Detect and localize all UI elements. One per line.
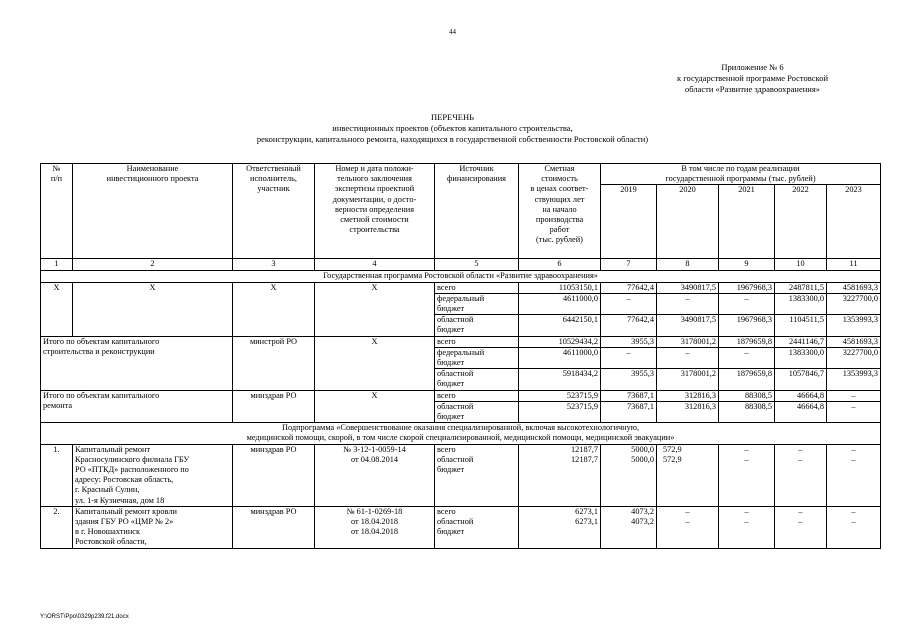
appendix-line-3: области «Развитие здравоохранения» [684,84,821,94]
cell-value: 46664,8 [775,390,827,401]
cell-value: 73687,1 [601,401,657,422]
construction-total-label: Итого по объектам капитального строительства и реконструкции [41,336,233,390]
item-project-name: Капитальный ремонт Красносулинского филиала ГБУ РО «ПТКД» расположенного по адресу: Ростовская область, г. Красный Сулин, ул. 1-я Кузнечная, дом 18 [73,444,233,506]
cell-value: 1967968,3 [719,315,775,336]
cell-value: 3490817,5 [657,315,719,336]
header-year: 2020 [657,185,719,259]
cell-value: 1967968,3 [719,282,775,293]
column-number: 10 [775,259,827,271]
item-number: 1. [41,444,73,506]
total-col4: X [315,282,435,336]
repair-total-label: Итого по объектам капитального ремонта [41,390,233,423]
document-subtitle-2: реконструкции, капитального ремонта, находящихся в государственной собственности Ростовской области) [256,134,649,144]
funding-source: областной бюджет [435,401,519,422]
document-subtitle-1: инвестиционных проектов (объектов капитального строительства, [332,123,573,133]
cell-value: 3227700,0 [827,293,881,314]
column-number: 11 [827,259,881,271]
cell-value: 4611000,0 [519,293,601,314]
cell-value: 73687,1 [601,390,657,401]
construction-executor: минстрой РО [233,336,315,390]
table-header-row [41,164,881,185]
table-row [41,282,881,293]
cell-value: 88308,5 [719,390,775,401]
item-expertise: № 3-12-1-0059-14 от 04.08.2014 [315,444,435,506]
funding-source: всего областной бюджет [435,444,519,506]
item-expertise: № 61-1-0269-18 от 18.04.2018 от 18.04.2018 [315,506,435,548]
header-year: 2019 [601,185,657,259]
column-number: 2 [73,259,233,271]
header-year: 2022 [775,185,827,259]
cell-value: 312816,3 [657,401,719,422]
cell-value: – [601,293,657,314]
header-project-name: Наименование инвестиционного проекта [73,164,233,259]
cell-value: 11053150,1 [519,282,601,293]
column-number: 3 [233,259,315,271]
section-title: Государственная программа Ростовской области «Развитие здравоохранения» [41,271,881,282]
cell-value: 4581693,3 [827,336,881,347]
repair-col4: X [315,390,435,423]
investment-projects-table [40,163,881,549]
cell-value: 5000,0 5000,0 [601,444,657,506]
appendix-line-2: к государственной программе Ростовской [676,73,828,83]
cell-value: 10529434,2 [519,336,601,347]
cell-value: 1353993,3 [827,315,881,336]
column-number: 7 [601,259,657,271]
cell-value: 77642,4 [601,282,657,293]
cell-value: 1353993,3 [827,369,881,390]
section-title-row [41,271,881,282]
total-col2: X [73,282,233,336]
column-number: 8 [657,259,719,271]
item-project-name: Капитальный ремонт кровли здания ГБУ РО «ЦМР № 2» в г. Новошахтинск Ростовской области, [73,506,233,548]
file-path-footer: Y:\ORST\Ppo\0329p239.f21.docx [40,614,129,620]
cell-value: 1057846,7 [775,369,827,390]
cell-value: 3955,3 [601,336,657,347]
repair-executor: минздрав РО [233,390,315,423]
cell-value: – – [775,506,827,548]
cell-value: 1383300,0 [775,293,827,314]
cell-value: – – [657,506,719,548]
cell-value: 312816,3 [657,390,719,401]
cell-value: – [601,347,657,368]
cell-value: 3178001,2 [657,336,719,347]
item-executor: минздрав РО [233,506,315,548]
funding-source: областной бюджет [435,315,519,336]
table-row [41,336,881,347]
header-years-group: В том числе по годам реализации государственной программы (тыс. рублей) [601,164,881,185]
cell-value: 523715,9 [519,401,601,422]
cell-value: 2487811,5 [775,282,827,293]
cell-value: 77642,4 [601,315,657,336]
header-year: 2021 [719,185,775,259]
table-row [41,444,881,506]
cell-value: 1383300,0 [775,347,827,368]
cell-value: 5918434,2 [519,369,601,390]
cell-value: – – [719,444,775,506]
cell-value: – – [775,444,827,506]
cell-value: 6273,1 6273,1 [519,506,601,548]
header-estimated-cost: Сметная стоимость в ценах соответ- ствующих лет на начало производства работ (тыс. рублей) [519,164,601,259]
cell-value: 3490817,5 [657,282,719,293]
cell-value: – [657,347,719,368]
table-row [41,506,881,548]
cell-value: 1104511,5 [775,315,827,336]
cell-value: – – [827,444,881,506]
cell-value: 6442150,1 [519,315,601,336]
funding-source: всего [435,282,519,293]
header-executor: Ответственный исполнитель, участник [233,164,315,259]
cell-value: 3227700,0 [827,347,881,368]
cell-value: 46664,8 [775,401,827,422]
document-heading [0,112,905,145]
total-col1: X [41,282,73,336]
appendix-note [600,62,905,95]
item-executor: минздрав РО [233,444,315,506]
column-numbers-row [41,259,881,271]
cell-value: 1879659,8 [719,336,775,347]
column-number: 9 [719,259,775,271]
cell-value: 88308,5 [719,401,775,422]
cell-value: 572,9 572,9 [657,444,719,506]
cell-value: 4581693,3 [827,282,881,293]
cell-value: 2441146,7 [775,336,827,347]
cell-value: – [827,401,881,422]
page-number: 44 [449,28,456,36]
funding-source: всего областной бюджет [435,506,519,548]
header-number: № п/п [41,164,73,259]
cell-value: 3178001,2 [657,369,719,390]
cell-value: 12187,7 12187,7 [519,444,601,506]
appendix-line-1: Приложение № 6 [721,62,784,72]
funding-source: всего [435,336,519,347]
column-number: 1 [41,259,73,271]
cell-value: – [719,293,775,314]
table-row [41,390,881,401]
cell-value: – [827,390,881,401]
document-title: ПЕРЕЧЕНЬ [431,112,474,122]
cell-value: 523715,9 [519,390,601,401]
funding-source: федеральный бюджет [435,293,519,314]
cell-value: 1879659,8 [719,369,775,390]
funding-source: областной бюджет [435,369,519,390]
cell-value: – – [719,506,775,548]
column-number: 6 [519,259,601,271]
cell-value: – – [827,506,881,548]
header-expertise: Номер и дата положи- тельного заключения экспертизы проектной документации, о досто- верности определения сметной стоимости строительства [315,164,435,259]
cell-value: 4611000,0 [519,347,601,368]
total-col3: X [233,282,315,336]
subprogram-title-row [41,423,881,444]
column-number: 5 [435,259,519,271]
cell-value: 3955,3 [601,369,657,390]
header-year: 2023 [827,185,881,259]
cell-value: – [657,293,719,314]
funding-source: федеральный бюджет [435,347,519,368]
cell-value: – [719,347,775,368]
subprogram-title: Подпрограмма «Совершенствование оказания специализированной, включая высокотехнологичную, медицинской помощи, скорой, в том числе скорой специализированной, медицинской помощи, медицинской эвакуации» [41,423,881,444]
funding-source: всего [435,390,519,401]
item-number: 2. [41,506,73,548]
header-funding-source: Источник финансирования [435,164,519,259]
cell-value: 4073,2 4073,2 [601,506,657,548]
column-number: 4 [315,259,435,271]
construction-col4: X [315,336,435,390]
